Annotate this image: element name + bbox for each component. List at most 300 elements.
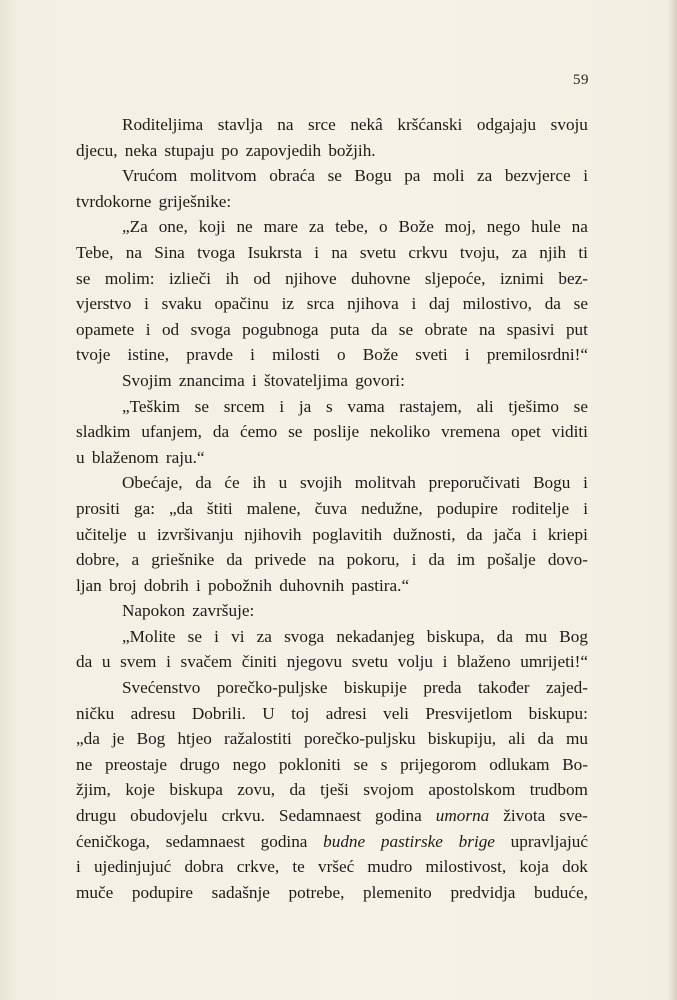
word: izlieči xyxy=(169,268,211,288)
word: njihovih xyxy=(244,524,302,544)
word: molitvom xyxy=(189,166,257,186)
word: toj xyxy=(291,703,310,723)
word: opet xyxy=(511,422,541,442)
word: kriepi xyxy=(547,524,588,544)
word: dovo- xyxy=(547,550,588,570)
page-number: 59 xyxy=(573,72,589,88)
word: da xyxy=(371,319,388,339)
word: dok xyxy=(562,857,588,877)
word: svojom xyxy=(363,780,414,800)
text-line xyxy=(76,394,588,420)
word: poglavitih xyxy=(312,524,383,544)
word: Isukrsta xyxy=(247,242,302,262)
text-line xyxy=(76,266,588,292)
word: da xyxy=(496,626,513,646)
page-edge-shadow xyxy=(667,0,677,1000)
word: da xyxy=(226,550,243,570)
word: godina xyxy=(375,806,422,826)
word: Obećaje, xyxy=(122,473,183,493)
word: da xyxy=(466,524,483,544)
word: nekoliko xyxy=(370,422,431,442)
word: svoga xyxy=(190,319,231,339)
word: završuje: xyxy=(192,601,255,621)
word: će xyxy=(224,473,240,493)
word: učitelje xyxy=(76,524,127,544)
word: mudro xyxy=(367,857,413,877)
word: i xyxy=(196,575,201,595)
word: ufanjem, xyxy=(141,422,202,442)
word: svoga xyxy=(284,626,325,646)
word: raju.“ xyxy=(165,447,205,467)
word: da xyxy=(537,729,554,749)
word: pa xyxy=(404,166,421,186)
word: svačem xyxy=(180,652,233,672)
word: nedužne, xyxy=(361,498,423,518)
word: za xyxy=(308,217,325,237)
word: opamete xyxy=(76,319,135,339)
word: svaku xyxy=(161,294,202,314)
word: griešnike xyxy=(151,550,215,570)
word: preostaje xyxy=(104,754,168,774)
word: svoju xyxy=(550,115,588,134)
word: poslije xyxy=(313,422,360,442)
word: vi xyxy=(231,626,245,646)
word: volju xyxy=(397,652,434,672)
word: je xyxy=(112,729,125,749)
word: Sedamnaest xyxy=(278,806,361,826)
word: biskupu: xyxy=(528,703,588,723)
word: Svećenstvo xyxy=(122,678,201,698)
word: na xyxy=(571,217,588,237)
word: s xyxy=(325,396,333,416)
word: ali xyxy=(508,729,526,749)
word: obraća xyxy=(269,166,316,186)
word: crkve, xyxy=(236,857,280,877)
word: porečko-puljske xyxy=(216,678,328,698)
word: upravljajuć xyxy=(510,831,588,851)
word: Presvijetlom xyxy=(425,703,513,723)
word: iz xyxy=(281,294,295,314)
word: svem xyxy=(120,652,157,672)
word: nekâ xyxy=(350,115,383,134)
word: crkvu xyxy=(408,242,448,262)
word: tješi xyxy=(320,780,349,800)
word: duhovne xyxy=(351,268,411,288)
text-line xyxy=(76,880,588,906)
word: od xyxy=(253,268,271,288)
word: i xyxy=(166,652,171,672)
word: tvoju, xyxy=(459,242,500,262)
word: i xyxy=(251,370,257,390)
word: u xyxy=(76,447,85,467)
word: Sina xyxy=(154,242,185,262)
word: da xyxy=(76,652,93,672)
word: na xyxy=(318,550,335,570)
word: kršćanski xyxy=(397,115,463,134)
word: pastirske xyxy=(380,831,443,851)
word: stavlja xyxy=(217,115,263,134)
word: žjim, xyxy=(76,780,111,800)
word: ujedinjujuć xyxy=(93,857,172,877)
word: i xyxy=(532,524,537,544)
word: roditelje xyxy=(511,498,570,518)
text-line xyxy=(76,368,588,394)
text-line xyxy=(76,419,588,445)
text-line xyxy=(76,829,588,855)
word: Bog xyxy=(559,626,588,646)
word: milostivost, xyxy=(425,857,507,877)
word: pokoru, xyxy=(346,550,400,570)
word: da xyxy=(289,780,306,800)
word: štovateljima xyxy=(263,370,348,390)
word: sve- xyxy=(559,806,588,826)
word: u xyxy=(137,524,147,544)
text-line xyxy=(76,598,588,624)
word: se xyxy=(288,422,303,442)
word: i xyxy=(144,294,149,314)
word: i xyxy=(442,652,448,672)
word: tvoje xyxy=(76,345,111,365)
word: pogubnoga xyxy=(242,319,319,339)
word: za xyxy=(511,242,528,262)
word: a xyxy=(131,550,140,570)
word: duhovnih xyxy=(279,575,345,595)
word: dobrih xyxy=(143,575,189,595)
word: Bogu xyxy=(354,166,392,186)
text-line xyxy=(76,803,588,829)
text-line xyxy=(76,112,588,138)
word: da xyxy=(195,473,212,493)
word: se xyxy=(398,319,414,339)
text-line xyxy=(76,317,588,343)
word: koje xyxy=(125,780,155,800)
word: i xyxy=(411,294,417,314)
word: vama xyxy=(347,396,385,416)
word: ja xyxy=(298,396,312,416)
word: po xyxy=(221,140,239,160)
word: zapovjedih xyxy=(245,140,322,160)
word: Svojim xyxy=(122,370,172,390)
word: da xyxy=(212,422,230,442)
word: i xyxy=(583,473,588,493)
word: sedamnaest xyxy=(165,831,245,851)
word: Bogu xyxy=(533,473,571,493)
word: izvršivanju xyxy=(156,524,234,544)
word: umrijeti!“ xyxy=(520,652,588,672)
word: plemenito xyxy=(363,882,432,902)
word: na xyxy=(277,115,294,134)
word: vršeć xyxy=(317,857,355,877)
word: govori: xyxy=(355,370,405,390)
word: „Za xyxy=(122,217,148,237)
word: biskupiju, xyxy=(427,729,497,749)
word: ne xyxy=(236,217,253,237)
word: da xyxy=(544,294,561,314)
word: božjih. xyxy=(328,140,376,160)
word: i xyxy=(145,319,151,339)
word: pokloniti xyxy=(278,754,341,774)
text-line xyxy=(76,291,588,317)
word: biskupa, xyxy=(426,626,485,646)
word: „Molite xyxy=(122,626,176,646)
word: za xyxy=(256,626,272,646)
word: blaženo xyxy=(457,652,511,672)
word: dobra xyxy=(184,857,224,877)
word: „Teškim xyxy=(122,396,180,416)
word: tvrdokorne xyxy=(76,191,152,211)
word: odgajaju xyxy=(476,115,537,134)
word: bezvjerce xyxy=(504,166,571,186)
text-line xyxy=(76,470,588,496)
word: tvoga xyxy=(197,242,236,262)
word: Vrućom xyxy=(122,166,178,186)
word: njihova xyxy=(347,294,399,314)
word: se xyxy=(187,626,202,646)
word: sveti xyxy=(415,345,448,365)
word: jača xyxy=(493,524,522,544)
word: im xyxy=(456,550,475,570)
word: svetu xyxy=(351,652,389,672)
word: Bog xyxy=(136,729,166,749)
word: se xyxy=(194,396,209,416)
word: o xyxy=(379,217,388,237)
word: moj, xyxy=(444,217,476,237)
text-line xyxy=(76,777,588,803)
word: koji xyxy=(198,217,226,237)
word: „da xyxy=(76,729,100,749)
word: veli xyxy=(383,703,409,723)
word: biskupije xyxy=(343,678,407,698)
word: biskupa xyxy=(169,780,223,800)
word: brige xyxy=(458,831,495,851)
word: nego xyxy=(232,754,267,774)
word: činiti xyxy=(241,652,278,672)
word: u xyxy=(101,652,111,672)
word: na xyxy=(331,242,348,262)
word: dužnosti, xyxy=(393,524,456,544)
word: obudovjelu xyxy=(130,806,208,826)
word: i xyxy=(76,857,81,877)
word: tebe, xyxy=(335,217,369,237)
word: ih xyxy=(252,473,266,493)
word: „da xyxy=(169,498,193,518)
word: milostivo, xyxy=(462,294,532,314)
word: ti xyxy=(578,242,588,262)
word: na xyxy=(479,319,496,339)
word: pobožnih xyxy=(208,575,272,595)
word: dobre, xyxy=(76,550,120,570)
word: puta xyxy=(330,319,360,339)
word: zovu, xyxy=(237,780,275,800)
word: se xyxy=(76,268,91,288)
word: za xyxy=(477,166,493,186)
word: opačinu xyxy=(214,294,269,314)
word: i xyxy=(250,345,255,365)
text-line xyxy=(76,547,588,573)
word: istine, xyxy=(127,345,170,365)
word: se xyxy=(327,166,342,186)
word: se xyxy=(573,294,588,314)
word: umorna xyxy=(435,806,490,826)
text-line xyxy=(76,649,588,675)
word: neka xyxy=(124,140,158,160)
word: odlukam xyxy=(489,754,550,774)
word: muče xyxy=(76,882,114,902)
word: one, xyxy=(158,217,188,237)
word: ćemo xyxy=(239,422,278,442)
word: ih xyxy=(225,268,239,288)
word: ljan xyxy=(76,575,102,595)
word: Bože xyxy=(362,345,399,365)
word: nego xyxy=(486,217,521,237)
word: moli xyxy=(432,166,465,186)
word: i xyxy=(583,166,588,186)
word: koja xyxy=(519,857,549,877)
word: preporučivati xyxy=(428,473,521,493)
word: U xyxy=(262,703,275,723)
text-line xyxy=(76,752,588,778)
text-line xyxy=(76,726,588,752)
word: drugu xyxy=(76,806,117,826)
word: na xyxy=(125,242,142,262)
word: drugo xyxy=(179,754,220,774)
word: svojih xyxy=(299,473,342,493)
text-line xyxy=(76,445,588,471)
word: vjerstvo xyxy=(76,294,132,314)
word: se xyxy=(573,396,588,416)
word: ali xyxy=(476,396,494,416)
word: preda xyxy=(423,678,462,698)
word: griješnike: xyxy=(158,191,232,211)
body-text xyxy=(76,112,588,905)
word: hule xyxy=(531,217,561,237)
text-line xyxy=(76,854,588,880)
word: sladkim xyxy=(76,422,131,442)
word: mu xyxy=(525,626,548,646)
text-line xyxy=(76,138,588,164)
word: mare xyxy=(263,217,298,237)
word: bez- xyxy=(558,268,588,288)
word: adresu xyxy=(130,703,176,723)
text-line xyxy=(76,675,588,701)
word: obrate xyxy=(424,319,468,339)
word: adresi xyxy=(325,703,367,723)
word: stupaju xyxy=(164,140,215,160)
word: premilosrdni!“ xyxy=(486,345,588,365)
word: o xyxy=(337,345,346,365)
word: prijegorom xyxy=(400,754,477,774)
word: i xyxy=(411,550,417,570)
word: spasivi xyxy=(506,319,555,339)
word: s xyxy=(380,754,388,774)
word: Roditeljima xyxy=(122,115,204,134)
word: mu xyxy=(566,729,588,749)
word: srce xyxy=(308,115,336,134)
word: srca xyxy=(306,294,335,314)
word: srcem xyxy=(223,396,265,416)
word: crkvu. xyxy=(221,806,265,826)
word: blaženom xyxy=(91,447,159,467)
word: Bo- xyxy=(562,754,588,774)
word: također xyxy=(477,678,530,698)
word: i xyxy=(214,626,219,646)
word: buduće, xyxy=(534,882,588,902)
word: milosti xyxy=(272,345,320,365)
word: ćeničkoga, xyxy=(76,831,150,851)
text-line xyxy=(76,522,588,548)
text-line xyxy=(76,342,588,368)
word: znancima xyxy=(178,370,245,390)
word: i xyxy=(314,242,320,262)
word: ne xyxy=(76,754,93,774)
word: ničku xyxy=(76,703,115,723)
word: pastira.“ xyxy=(351,575,410,595)
word: sljepoće, xyxy=(424,268,486,288)
word: života xyxy=(503,806,546,826)
word: da xyxy=(428,550,445,570)
word: se xyxy=(353,754,368,774)
word: porečko-puljsku xyxy=(303,729,416,749)
word: podupire xyxy=(131,882,193,902)
word: štiti xyxy=(206,498,233,518)
word: njihove xyxy=(285,268,337,288)
word: apostolskom xyxy=(428,780,516,800)
text-line xyxy=(76,496,588,522)
text-line xyxy=(76,701,588,727)
word: broj xyxy=(109,575,137,595)
word: Dobrili. xyxy=(191,703,246,723)
word: daj xyxy=(428,294,450,314)
word: predvidja xyxy=(450,882,516,902)
word: nekadanjeg xyxy=(336,626,415,646)
word: Bože xyxy=(398,217,434,237)
text-line xyxy=(76,573,588,599)
word: prositi xyxy=(76,498,120,518)
word: rastajem, xyxy=(399,396,462,416)
word: ga: xyxy=(133,498,155,518)
word: te xyxy=(292,857,305,877)
word: iznimi xyxy=(499,268,544,288)
word: vremena xyxy=(441,422,501,442)
word: podupire xyxy=(436,498,498,518)
word: htjeo xyxy=(177,729,212,749)
word: ražalostiti xyxy=(223,729,292,749)
word: i xyxy=(464,345,470,365)
text-line xyxy=(76,189,588,215)
word: budne xyxy=(323,831,366,851)
word: od xyxy=(161,319,180,339)
word: čuva xyxy=(314,498,348,518)
word: Tebe, xyxy=(76,242,114,262)
word: i xyxy=(583,498,588,518)
text-line xyxy=(76,214,588,240)
word: i xyxy=(279,396,285,416)
word: djecu, xyxy=(76,140,118,160)
word: sadašnje xyxy=(211,882,270,902)
text-line xyxy=(76,624,588,650)
text-line xyxy=(76,240,588,266)
word: tješimo xyxy=(508,396,559,416)
word: viditi xyxy=(551,422,588,442)
word: potrebe, xyxy=(288,882,345,902)
word: put xyxy=(565,319,588,339)
word: u xyxy=(278,473,288,493)
word: njegovu xyxy=(286,652,343,672)
word: njih xyxy=(539,242,567,262)
word: privede xyxy=(254,550,307,570)
word: trudbom xyxy=(529,780,588,800)
word: zajed- xyxy=(545,678,588,698)
